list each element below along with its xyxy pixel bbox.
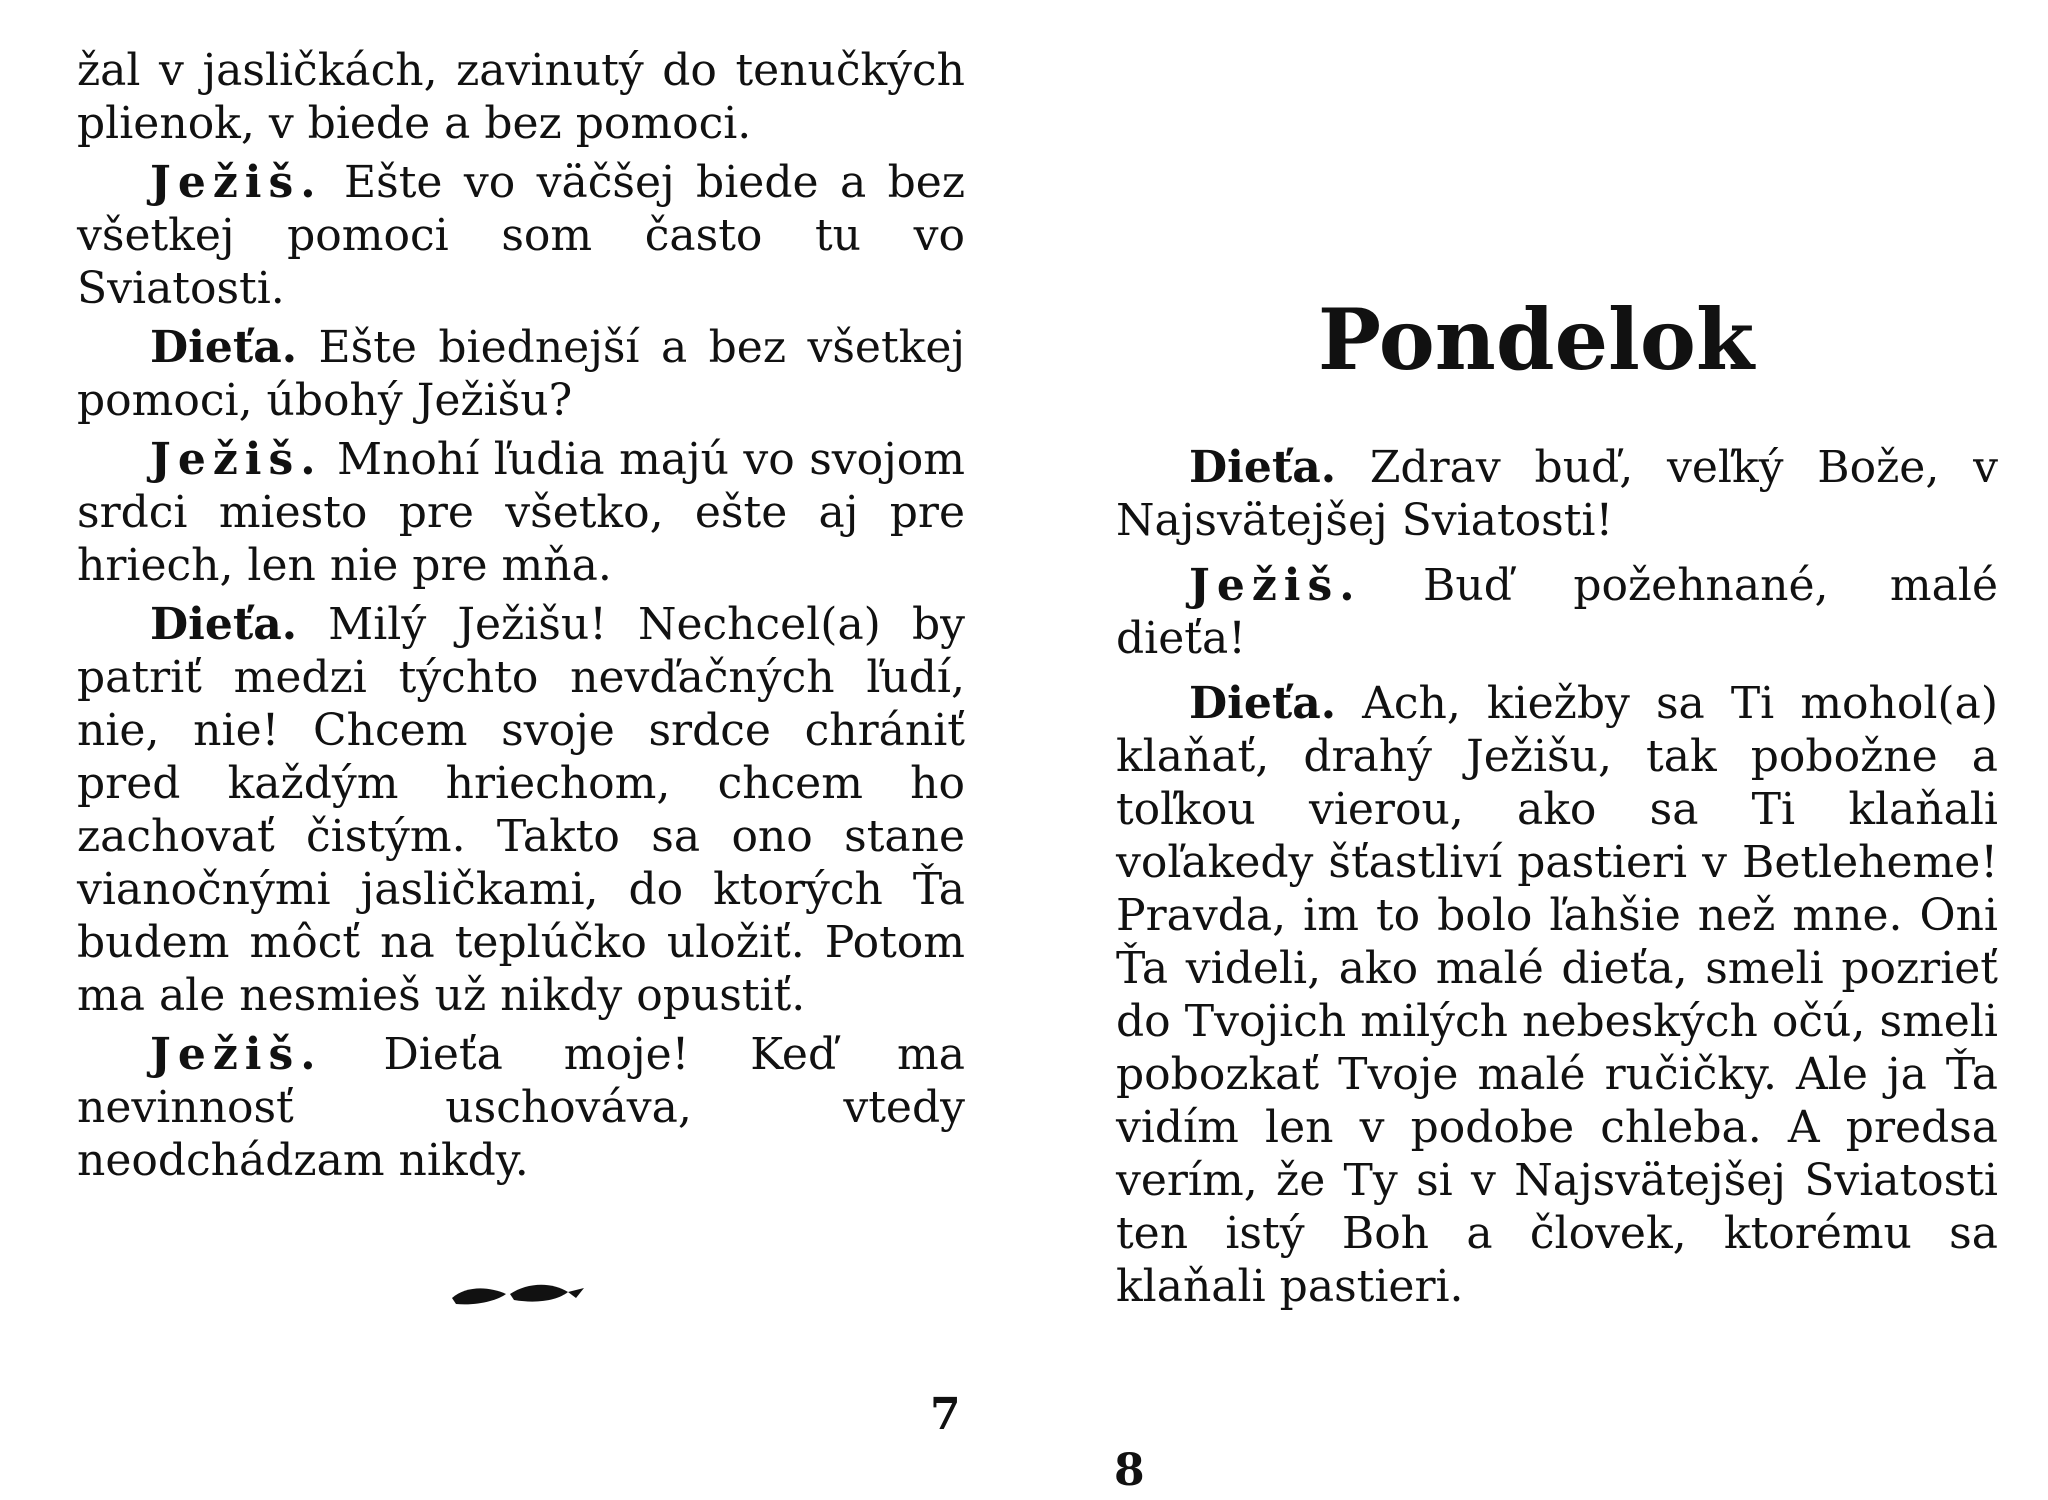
paragraph: [77, 156, 965, 315]
paragraph: [1116, 559, 1998, 665]
paragraph-text: Zdrav buď, veľký Bože, v Najsvätejšej Sviatosti!: [1116, 442, 1998, 546]
speaker-name: Dieťa.: [1189, 678, 1337, 729]
ornament-icon: [448, 1276, 588, 1312]
speaker-name: Dieťa.: [1189, 442, 1337, 493]
right-page-text: [1116, 441, 1998, 1319]
speaker-name: Dieťa.: [150, 599, 298, 650]
paragraph-text: Ešte biednejší a bez všetkej pomoci, úbohý Ježišu?: [77, 322, 965, 426]
paragraph-text: Milý Ježišu! Nechcel(a) by patriť medzi týchto nevďačných ľudí, nie, nie! Chcem svoje srdce chrániť pred každým hriechom, chcem ho zachovať čistým. Takto sa ono stane vianočnými jasličkami, do ktorých Ťa budem môcť na teplúčko uložiť. Potom ma ale nesmieš už nikdy opustiť.: [77, 599, 965, 1021]
paragraph-text: žal v jasličkách, zavinutý do tenučkých plienok, v biede a bez pomoci.: [77, 45, 965, 149]
speaker-name: Ježiš.: [150, 157, 323, 208]
page-number: 8: [1114, 1445, 1145, 1496]
paragraph-text: Dieťa moje! Keď ma nevinnosť uschováva, vtedy neodchádzam nikdy.: [77, 1029, 965, 1186]
section-title: Pondelok: [1317, 290, 1755, 389]
paragraph: [77, 598, 965, 1022]
paragraph: [77, 44, 965, 150]
speaker-name: Ježiš.: [1189, 560, 1362, 611]
paragraph: [77, 1028, 965, 1187]
page-number: 7: [930, 1389, 961, 1440]
paragraph-text: Ešte vo väčšej biede a bez všetkej pomoci som často tu vo Sviatosti.: [77, 157, 965, 314]
paragraph: [77, 433, 965, 592]
speaker-name: Dieťa.: [150, 322, 298, 373]
paragraph-text: Buď požehnané, malé dieťa!: [1116, 560, 1998, 664]
right-page: [1024, 0, 2048, 1500]
paragraph: [1116, 677, 1998, 1313]
speaker-name: Ježiš.: [150, 434, 323, 485]
paragraph: [1116, 441, 1998, 547]
paragraph: [77, 321, 965, 427]
paragraph-text: Ach, kiežby sa Ti mohol(a) klaňať, drahý Ježišu, tak pobožne a toľkou vierou, ako sa Ti klaňali voľakedy šťastliví pastieri v Betleheme! Pravda, im to bolo ľahšie než mne. Oni Ťa videli, ako malé dieťa, smeli pozrieť do Tvojich milých nebeských očú, smeli pobozkať Tvoje malé ručičky. Ale ja Ťa vidím len v podobe chleba. A predsa verím, že Ty si v Najsvätejšej Sviatosti ten istý Boh a človek, ktorému sa klaňali pastieri.: [1116, 678, 1998, 1312]
paragraph-text: Mnohí ľudia majú vo svojom srdci miesto pre všetko, ešte aj pre hriech, len nie pre mňa.: [77, 434, 965, 591]
speaker-name: Ježiš.: [150, 1029, 323, 1080]
left-page-text: [77, 44, 965, 1193]
